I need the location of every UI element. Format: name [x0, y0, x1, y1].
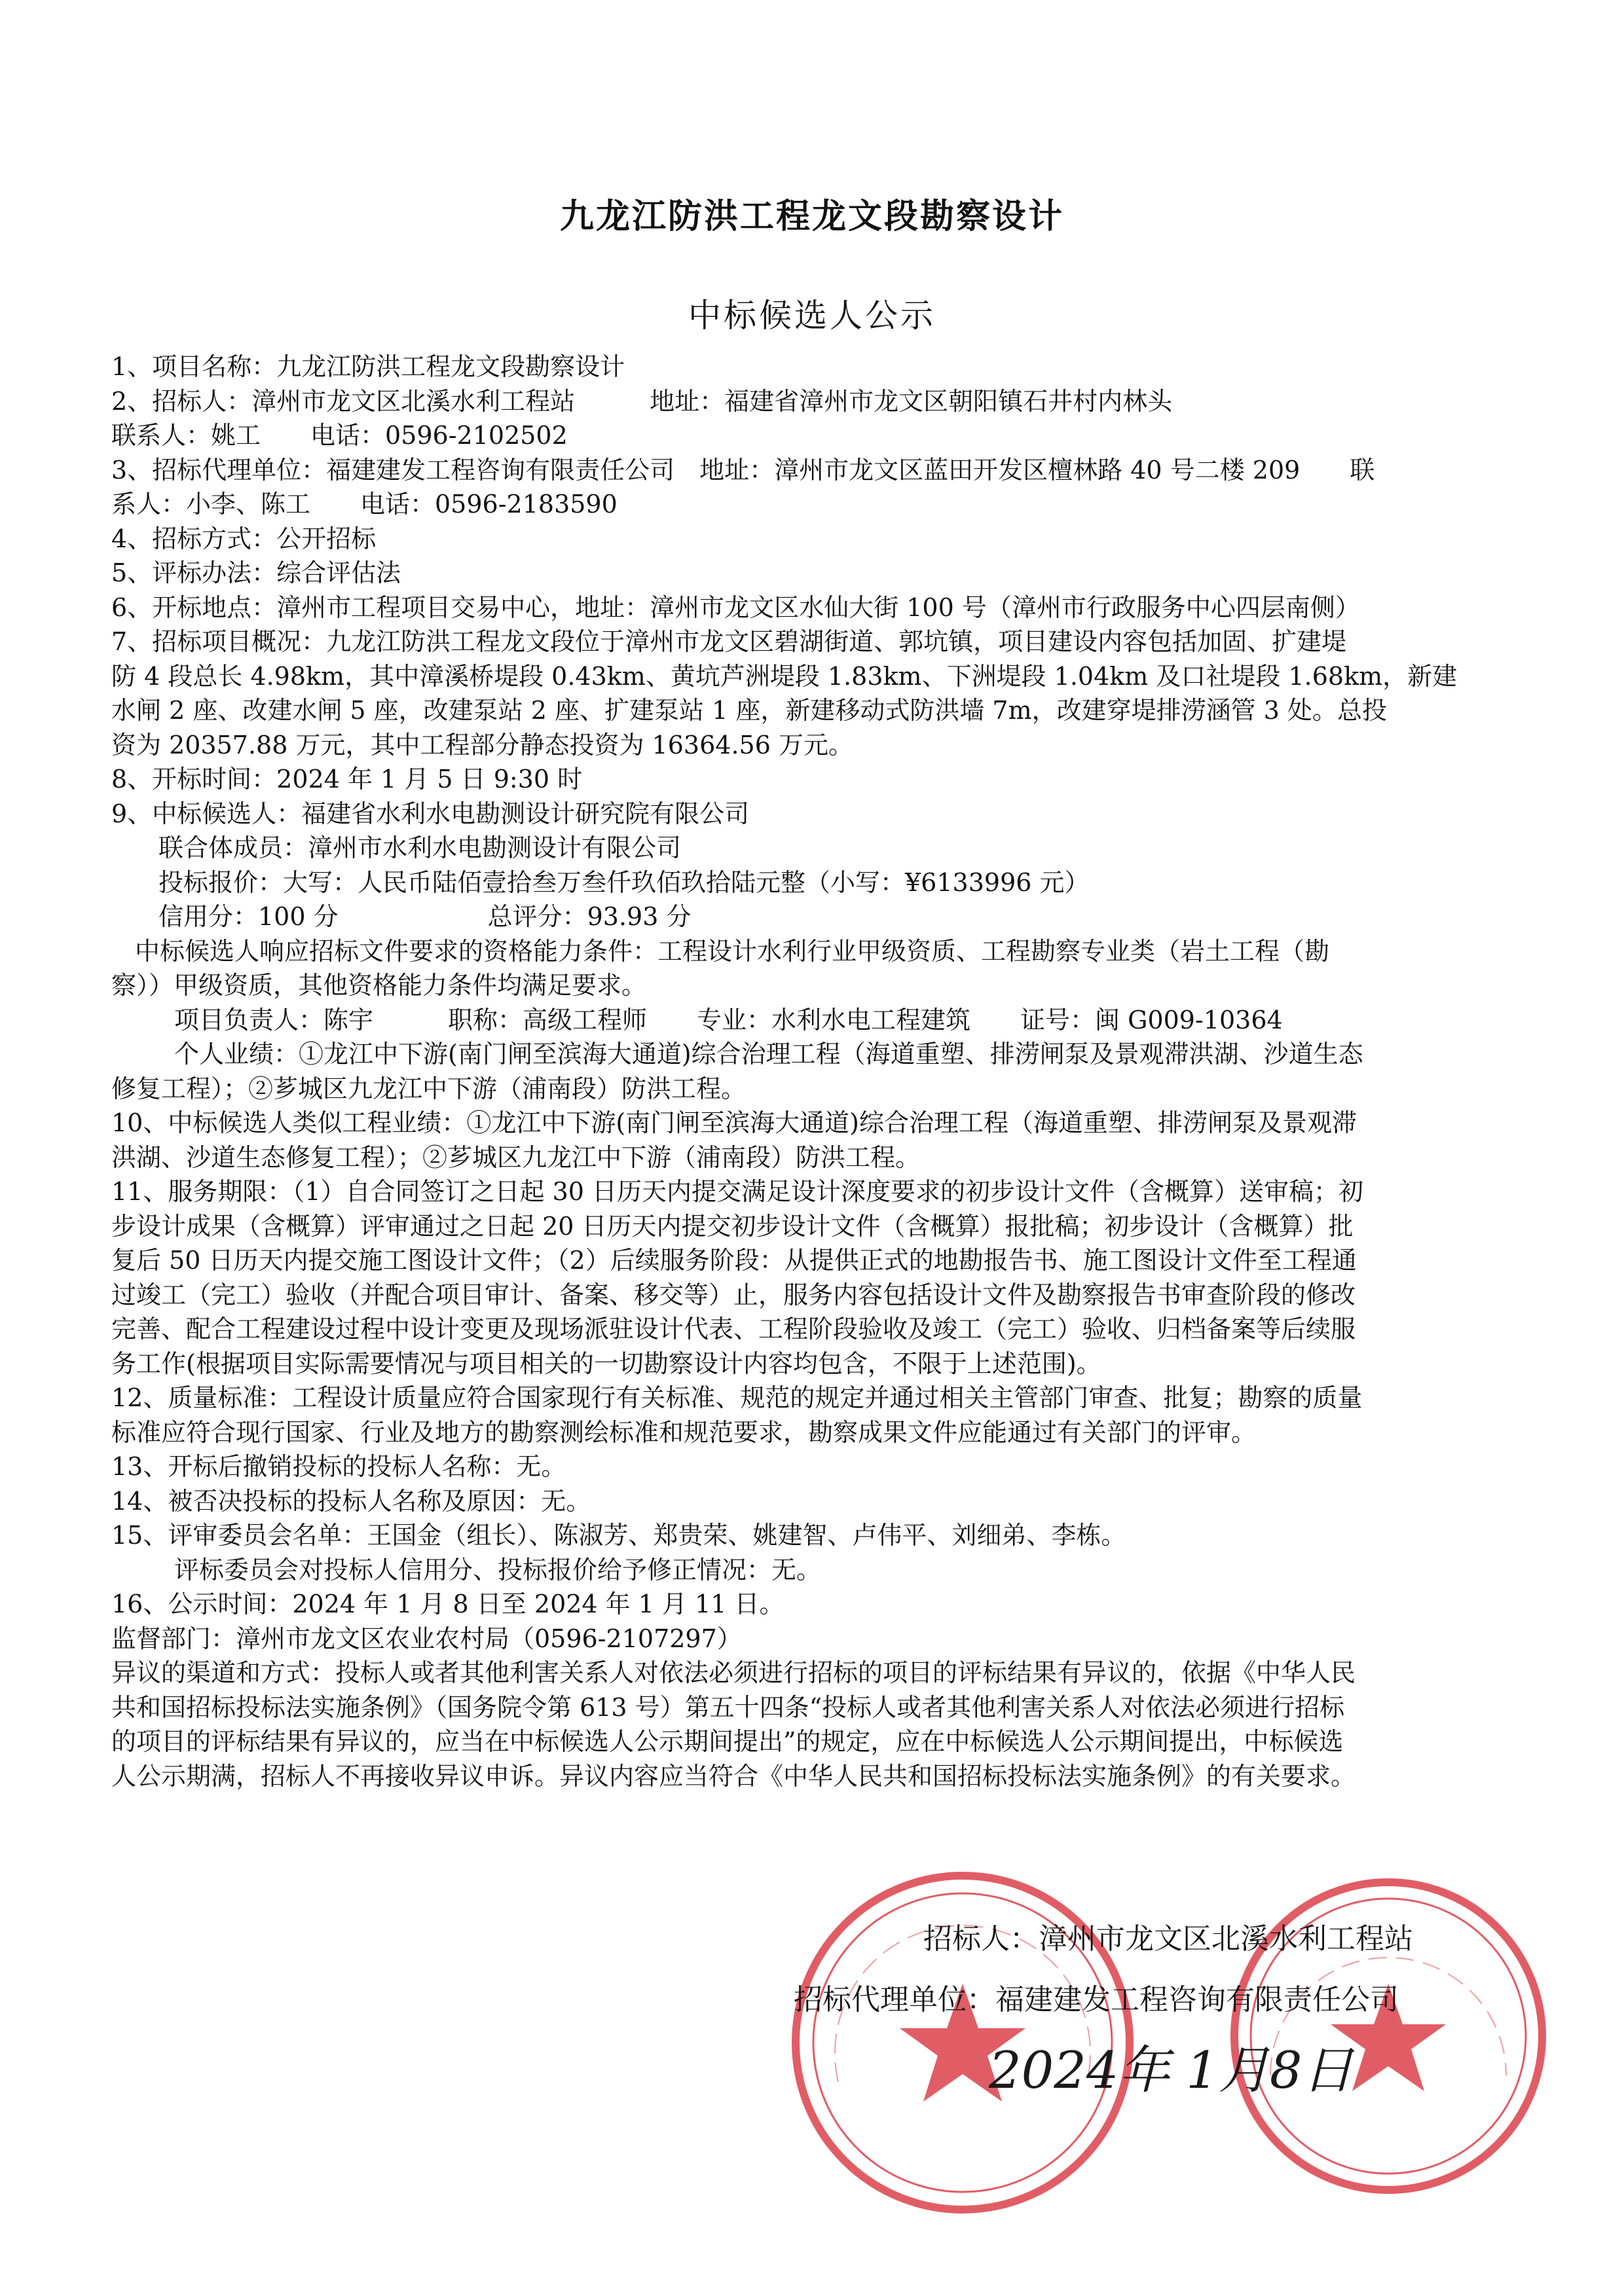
item-7-overview-cont: 资为 20357.88 万元，其中工程部分静态投资为 16364.56 万元。 — [111, 730, 853, 759]
item-7-overview-cont: 防 4 段总长 4.98km，其中漳溪桥堤段 0.43km、黄坑芦洲堤段 1.83km、下洲堤段 1.04km 及口社堤段 1.68km，新建 — [111, 661, 1458, 691]
item-12-quality-cont: 标准应符合现行国家、行业及地方的勘察测绘标准和规范要求，勘察成果文件应能通过有关部门的评审。 — [111, 1417, 1257, 1447]
item-11-service-period-cont: 复后 50 日历天内提交施工图设计文件；（2）后续服务阶段：从提供正式的地勘报告书、施工图设计文件至工程通 — [111, 1246, 1357, 1275]
document-title: 九龙江防洪工程龙文段勘察设计 — [559, 197, 1064, 236]
item-11-service-period: 11、服务期限：（1）自合同签订之日起 30 日历天内提交满足设计深度要求的初步设计文件（含概算）送审稿；初 — [111, 1177, 1364, 1206]
item-12-quality: 12、质量标准：工程设计质量应符合国家现行有关标准、规范的规定并通过相关主管部门审查、批复；勘察的质量 — [111, 1383, 1363, 1412]
item-16-publicity-period: 16、公示时间：2024 年 1 月 8 日至 2024 年 1 月 11 日。 — [111, 1590, 784, 1618]
item-5-evaluation: 5、评标办法：综合评估法 — [111, 558, 401, 587]
agency-signature: 招标代理单位：福建建发工程咨询有限责任公司 — [794, 1983, 1399, 2016]
objection-channel: 异议的渠道和方式：投标人或者其他利害关系人对依法必须进行招标的项目的评标结果有异议的，依据《中华人民 — [111, 1658, 1356, 1687]
announcement-body — [111, 350, 1532, 1793]
item-11-service-period-cont: 过竣工（完工）验收（并配合项目审计、备案、移交等）止，服务内容包括设计文件及勘察报告书审查阶段的修改 — [111, 1280, 1356, 1309]
handwritten-date: 2024年 1月8日 — [989, 2041, 1354, 2100]
item-9-candidate: 9、中标候选人：福建省水利水电勘测设计研究院有限公司 — [111, 799, 750, 828]
item-9-bid-price: 投标报价：大写：人民币陆佰壹拾叁万叁仟玖佰玖拾陆元整（小写：¥6133996 元） — [158, 867, 1090, 897]
item-3-agency: 3、招标代理单位：福建建发工程咨询有限责任公司 地址：漳州市龙文区蓝田开发区檀林路 40 号二楼 209 联 — [111, 455, 1375, 484]
item-7-overview-cont: 水闸 2 座、改建水闸 5 座，改建泵站 2 座、扩建泵站 1 座，新建移动式防洪墙 7m，改建穿堤排涝涵管 3 处。总投 — [111, 696, 1387, 725]
objection-channel-cont: 共和国招标投标法实施条例》（国务院令第 613 号）第五十四条“投标人或者其他利害关系人对依法必须进行招标 — [111, 1692, 1345, 1722]
item-13-withdrawn: 13、开标后撤销投标的投标人名称：无。 — [111, 1452, 566, 1481]
item-11-service-period-cont: 步设计成果（含概算）评审通过之日起 20 日历天内提交初步设计文件（含概算）报批稿；初步设计（含概算）批 — [111, 1211, 1354, 1241]
item-11-service-period-cont: 务工作(根据项目实际需要情况与项目相关的一切勘察设计内容均包含，不限于上述范围)。 — [111, 1349, 1101, 1378]
item-9-qualification-cont: 察））甲级资质，其他资格能力条件均满足要求。 — [111, 971, 647, 1000]
item-3-contact: 系人：小李、陈工 电话：0596-2183590 — [111, 490, 618, 519]
item-7-overview: 7、招标项目概况：九龙江防洪工程龙文段位于漳州市龙文区碧湖街道、郭坑镇，项目建设内容包括加固、扩建堤 — [111, 627, 1347, 656]
item-9-personal-record: 个人业绩：①龙江中下游(南门闸至滨海大通道)综合治理工程（海道重塑、排涝闸泵及景观滞洪湖、沙道生态 — [174, 1040, 1363, 1068]
item-14-rejected: 14、被否决投标的投标人名称及原因：无。 — [111, 1486, 591, 1516]
objection-channel-cont: 的项目的评标结果有异议的，应当在中标候选人公示期间提出”的规定，应在中标候选人公示期间提出，中标候选 — [111, 1727, 1344, 1756]
item-11-service-period-cont: 完善、配合工程建设过程中设计变更及现场派驻设计代表、工程阶段验收及竣工（完工）验收、归档备案等后续服 — [111, 1315, 1356, 1343]
document-subtitle: 中标候选人公示 — [688, 297, 936, 335]
item-1-project-name: 1、项目名称：九龙江防洪工程龙文段勘察设计 — [111, 352, 625, 381]
item-8-opening-time: 8、开标时间：2024 年 1 月 5 日 9:30 时 — [111, 765, 583, 793]
item-2-tenderer: 2、招标人：漳州市龙文区北溪水利工程站 地址：福建省漳州市龙文区朝阳镇石井村内林头 — [111, 386, 1173, 416]
item-9-scores: 信用分：100 分 总评分：93.93 分 — [158, 902, 692, 931]
item-9-personal-record-cont: 修复工程）；②芗城区九龙江中下游（浦南段）防洪工程。 — [111, 1074, 747, 1103]
tenderer-signature: 招标人：漳州市龙文区北溪水利工程站 — [923, 1922, 1413, 1956]
item-4-method: 4、招标方式：公开招标 — [111, 524, 377, 553]
objection-channel-cont: 人公示期满，招标人不再接收异议申诉。异议内容应当符合《中华人民共和国招标投标法实施条例》的有关要求。 — [111, 1761, 1356, 1791]
item-9-project-leader: 项目负责人：陈宇 职称：高级工程师 专业：水利水电工程建筑 证号：闽 G009-10364 — [174, 1005, 1283, 1034]
item-15-committee: 15、评审委员会名单：王国金（组长）、陈淑芳、郑贵荣、姚建智、卢伟平、刘细弟、李栋。 — [111, 1521, 1126, 1550]
item-9-consortium: 联合体成员：漳州市水利水电勘测设计有限公司 — [158, 833, 682, 862]
item-10-similar-projects-cont: 洪湖、沙道生态修复工程）；②芗城区九龙江中下游（浦南段）防洪工程。 — [111, 1142, 921, 1172]
item-15-correction: 评标委员会对投标人信用分、投标报价给予修正情况：无。 — [174, 1555, 822, 1584]
item-2-contact: 联系人：姚工 电话：0596-2102502 — [111, 421, 568, 450]
item-10-similar-projects: 10、中标候选人类似工程业绩：①龙江中下游(南门闸至滨海大通道)综合治理工程（海道重塑、排涝闸泵及景观滞 — [111, 1108, 1357, 1137]
item-9-qualification: 中标候选人响应招标文件要求的资格能力条件：工程设计水利行业甲级资质、工程勘察专业类（岩土工程（勘 — [135, 936, 1330, 966]
item-6-location: 6、开标地点：漳州市工程项目交易中心，地址：漳州市龙文区水仙大街 100 号（漳州市行政服务中心四层南侧） — [111, 592, 1360, 622]
supervision-dept: 监督部门：漳州市龙文区农业农村局（0596-2107297） — [111, 1624, 742, 1653]
